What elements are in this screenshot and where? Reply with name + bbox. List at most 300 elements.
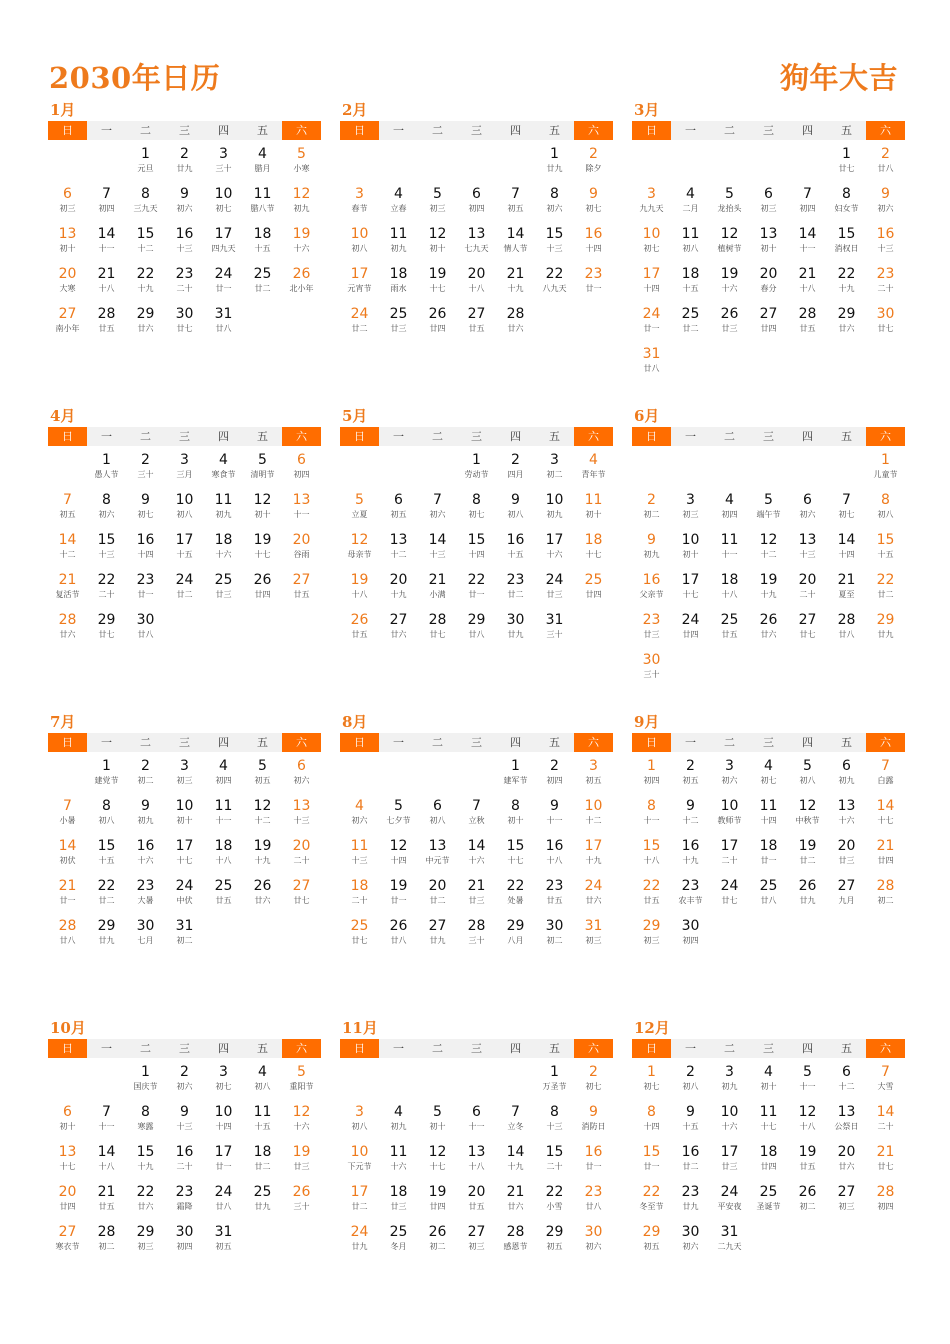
lunar-label: 十九 — [507, 284, 524, 293]
day-number: 7 — [511, 1104, 520, 1120]
day-number: 2 — [881, 146, 890, 162]
weekday-label: 四 — [802, 1042, 813, 1055]
lunar-label: 十二 — [59, 550, 76, 559]
lunar-label: 初十 — [59, 1122, 76, 1131]
day-cell — [632, 1103, 671, 1143]
day-cell — [827, 185, 866, 225]
day-cell — [671, 571, 710, 611]
day-number: 23 — [136, 878, 155, 894]
lunar-label: 十五 — [507, 550, 524, 559]
day-cell — [671, 305, 710, 345]
lunar-label: 初五 — [546, 1242, 563, 1251]
lunar-label: 二十 — [98, 590, 115, 599]
lunar-label: 十八 — [468, 284, 485, 293]
lunar-label: 二十 — [351, 896, 368, 905]
lunar-label: 七月 — [137, 936, 154, 945]
lunar-label: 十二 — [760, 550, 777, 559]
day-cell — [165, 531, 204, 571]
day-cell — [243, 1103, 282, 1143]
day-number: 14 — [428, 532, 447, 548]
day-number: 8 — [550, 186, 559, 202]
day-number: 30 — [175, 1224, 194, 1240]
day-cell — [632, 265, 671, 305]
lunar-label: 初八 — [176, 510, 193, 519]
day-cell — [165, 1063, 204, 1103]
lunar-label: 二十 — [176, 1162, 193, 1171]
day-cell — [866, 225, 905, 265]
lunar-label: 廿七 — [721, 896, 738, 905]
day-number: 4 — [686, 186, 695, 202]
lunar-label: 廿六 — [137, 1202, 154, 1211]
day-number: 18 — [389, 1184, 408, 1200]
weekday-label: 六 — [282, 121, 321, 140]
day-grid — [632, 451, 905, 691]
lunar-label: 十八 — [643, 856, 660, 865]
empty-cell — [710, 451, 749, 491]
day-cell — [282, 265, 321, 305]
day-cell — [418, 571, 457, 611]
day-cell — [788, 797, 827, 837]
lunar-label: 十一 — [215, 816, 232, 825]
weekday-label: 日 — [632, 427, 671, 446]
lunar-label: 廿八 — [838, 630, 855, 639]
day-number: 7 — [881, 758, 890, 774]
day-number: 3 — [219, 146, 228, 162]
day-number: 10 — [681, 532, 700, 548]
day-cell — [48, 491, 87, 531]
day-cell — [574, 145, 613, 185]
weekday-label: 六 — [282, 1039, 321, 1058]
lunar-label: 初三 — [137, 1242, 154, 1251]
day-cell — [457, 1223, 496, 1263]
lunar-label: 廿五 — [293, 590, 310, 599]
day-cell — [632, 185, 671, 225]
day-cell — [282, 225, 321, 265]
day-cell — [204, 451, 243, 491]
day-number: 23 — [506, 572, 525, 588]
day-number: 28 — [837, 612, 856, 628]
day-number: 7 — [803, 186, 812, 202]
weekday-label: 一 — [393, 1042, 404, 1055]
lunar-label: 十九 — [682, 856, 699, 865]
day-number: 29 — [545, 1224, 564, 1240]
day-cell — [866, 451, 905, 491]
day-cell — [165, 491, 204, 531]
day-number: 10 — [175, 798, 194, 814]
day-cell — [749, 757, 788, 797]
lunar-label: 十五 — [98, 856, 115, 865]
day-cell — [827, 1103, 866, 1143]
day-number: 9 — [589, 186, 598, 202]
lunar-label: 初九 — [137, 816, 154, 825]
month-name: 7月 — [50, 713, 76, 731]
empty-cell — [379, 145, 418, 185]
day-number: 7 — [842, 492, 851, 508]
day-number: 26 — [759, 612, 778, 628]
day-cell — [204, 145, 243, 185]
lunar-label: 廿二 — [682, 1162, 699, 1171]
lunar-label: 初六 — [293, 776, 310, 785]
day-number: 7 — [881, 1064, 890, 1080]
day-cell — [457, 1183, 496, 1223]
day-number: 24 — [214, 1184, 233, 1200]
lunar-label: 十三 — [546, 1122, 563, 1131]
day-cell — [379, 265, 418, 305]
month-name: 10月 — [50, 1019, 86, 1037]
month-name: 1月 — [50, 101, 76, 119]
month-name: 11月 — [342, 1019, 378, 1037]
day-cell — [710, 265, 749, 305]
day-cell — [866, 265, 905, 305]
day-number: 1 — [881, 452, 890, 468]
day-cell — [418, 877, 457, 917]
day-cell — [418, 1143, 457, 1183]
day-cell — [457, 305, 496, 345]
day-cell — [282, 797, 321, 837]
lunar-label: 初七 — [215, 1082, 232, 1091]
lunar-label: 初七 — [643, 244, 660, 253]
lunar-label: 初九 — [546, 510, 563, 519]
day-number: 20 — [837, 838, 856, 854]
day-number: 13 — [292, 492, 311, 508]
month-name: 8月 — [342, 713, 368, 731]
empty-cell — [496, 1063, 535, 1103]
day-cell — [418, 265, 457, 305]
weekday-label: 六 — [282, 733, 321, 752]
lunar-label: 除夕 — [585, 164, 602, 173]
day-cell — [243, 491, 282, 531]
day-number: 11 — [759, 1104, 778, 1120]
day-number: 16 — [584, 226, 603, 242]
day-cell — [457, 531, 496, 571]
day-cell — [87, 797, 126, 837]
weekday-label: 三 — [763, 736, 774, 749]
day-number: 15 — [97, 838, 116, 854]
lunar-label: 三九天 — [133, 204, 158, 213]
day-cell — [243, 757, 282, 797]
weekday-label: 四 — [802, 124, 813, 137]
lunar-label: 十四 — [838, 550, 855, 559]
day-number: 25 — [720, 612, 739, 628]
weekday-label: 日 — [340, 427, 379, 446]
day-number: 30 — [642, 652, 661, 668]
day-number: 11 — [720, 532, 739, 548]
day-cell — [710, 837, 749, 877]
day-number: 14 — [58, 532, 77, 548]
day-number: 1 — [842, 146, 851, 162]
day-number: 20 — [58, 1184, 77, 1200]
weekday-label: 五 — [257, 124, 268, 137]
day-cell — [126, 877, 165, 917]
day-number: 1 — [141, 146, 150, 162]
lunar-label: 廿一 — [585, 1162, 602, 1171]
lunar-label: 十九 — [760, 590, 777, 599]
day-number: 11 — [389, 1144, 408, 1160]
day-cell — [126, 1223, 165, 1263]
day-cell — [457, 571, 496, 611]
lunar-label: 廿一 — [643, 1162, 660, 1171]
day-number: 19 — [428, 1184, 447, 1200]
day-cell — [632, 611, 671, 651]
day-number: 21 — [506, 1184, 525, 1200]
lunar-label: 春节 — [351, 204, 368, 213]
lunar-label: 初伏 — [59, 856, 76, 865]
day-number: 16 — [136, 838, 155, 854]
lunar-label: 二十 — [799, 590, 816, 599]
day-cell — [827, 797, 866, 837]
month-9 — [632, 713, 905, 957]
lunar-label: 廿八 — [137, 630, 154, 639]
day-cell — [710, 225, 749, 265]
day-number: 22 — [642, 878, 661, 894]
lunar-label: 十三 — [546, 244, 563, 253]
weekday-label: 三 — [471, 430, 482, 443]
day-number: 9 — [647, 532, 656, 548]
day-cell — [710, 531, 749, 571]
day-cell — [535, 451, 574, 491]
day-cell — [671, 531, 710, 571]
day-number: 7 — [511, 186, 520, 202]
lunar-label: 廿五 — [643, 896, 660, 905]
day-cell — [496, 1143, 535, 1183]
day-number: 17 — [642, 266, 661, 282]
day-number: 8 — [511, 798, 520, 814]
day-number: 20 — [837, 1144, 856, 1160]
day-number: 28 — [798, 306, 817, 322]
lunar-label: 十九 — [507, 1162, 524, 1171]
day-cell — [165, 1143, 204, 1183]
day-cell — [204, 1223, 243, 1263]
lunar-label: 三十 — [643, 670, 660, 679]
lunar-label: 元宵节 — [347, 284, 372, 293]
day-number: 12 — [798, 798, 817, 814]
weekday-label: 二 — [140, 1042, 151, 1055]
weekday-label: 六 — [282, 427, 321, 446]
lunar-label: 万圣节 — [542, 1082, 567, 1091]
day-grid — [632, 757, 905, 957]
day-cell — [340, 265, 379, 305]
day-number: 16 — [545, 838, 564, 854]
day-number: 30 — [876, 306, 895, 322]
day-cell — [710, 611, 749, 651]
empty-cell — [379, 757, 418, 797]
month-12 — [632, 1019, 905, 1263]
lunar-label: 九九天 — [639, 204, 664, 213]
lunar-label: 十七 — [176, 856, 193, 865]
month-name: 6月 — [634, 407, 660, 425]
day-cell — [671, 917, 710, 957]
day-cell — [340, 1103, 379, 1143]
lunar-label: 廿三 — [390, 324, 407, 333]
day-cell — [87, 1143, 126, 1183]
empty-cell — [340, 145, 379, 185]
lunar-label: 廿一 — [585, 284, 602, 293]
day-number: 28 — [428, 612, 447, 628]
day-number: 2 — [511, 452, 520, 468]
day-number: 4 — [764, 758, 773, 774]
month-name: 9月 — [634, 713, 660, 731]
day-number: 27 — [467, 306, 486, 322]
day-cell — [866, 797, 905, 837]
day-number: 6 — [472, 186, 481, 202]
lunar-label: 初七 — [643, 1082, 660, 1091]
day-cell — [87, 1103, 126, 1143]
day-number: 4 — [764, 1064, 773, 1080]
lunar-label: 廿八 — [760, 896, 777, 905]
weekday-label: 三 — [471, 736, 482, 749]
day-cell — [165, 1183, 204, 1223]
lunar-label: 初十 — [760, 1082, 777, 1091]
day-number: 27 — [58, 306, 77, 322]
lunar-label: 十二 — [585, 816, 602, 825]
day-number: 11 — [681, 226, 700, 242]
day-cell — [671, 225, 710, 265]
day-number: 21 — [97, 266, 116, 282]
lunar-label: 廿一 — [643, 324, 660, 333]
day-cell — [710, 1223, 749, 1263]
day-grid — [340, 451, 613, 651]
day-cell — [827, 1183, 866, 1223]
day-number: 22 — [136, 1184, 155, 1200]
lunar-label: 廿五 — [799, 324, 816, 333]
day-number: 9 — [550, 798, 559, 814]
day-number: 4 — [394, 186, 403, 202]
lunar-label: 初九 — [643, 550, 660, 559]
lunar-label: 廿二 — [254, 284, 271, 293]
day-cell — [243, 877, 282, 917]
day-cell — [710, 797, 749, 837]
lunar-label: 初二 — [877, 896, 894, 905]
lunar-label: 廿八 — [215, 324, 232, 333]
lunar-label: 初四 — [176, 1242, 193, 1251]
day-number: 12 — [720, 226, 739, 242]
day-cell — [632, 651, 671, 691]
day-number: 15 — [545, 226, 564, 242]
day-cell — [87, 185, 126, 225]
empty-cell — [379, 1063, 418, 1103]
empty-cell — [749, 145, 788, 185]
day-number: 19 — [292, 1144, 311, 1160]
lunar-label: 廿五 — [721, 630, 738, 639]
lunar-label: 廿六 — [137, 324, 154, 333]
day-cell — [866, 837, 905, 877]
day-number: 11 — [253, 1104, 272, 1120]
day-number: 24 — [350, 306, 369, 322]
day-cell — [204, 1063, 243, 1103]
day-cell — [749, 1063, 788, 1103]
weekday-label: 三 — [763, 1042, 774, 1055]
day-cell — [788, 531, 827, 571]
day-cell — [418, 1223, 457, 1263]
day-cell — [243, 225, 282, 265]
lunar-label: 四九天 — [211, 244, 236, 253]
day-number: 22 — [136, 266, 155, 282]
day-cell — [535, 185, 574, 225]
day-number: 5 — [725, 186, 734, 202]
lunar-label: 廿二 — [351, 1202, 368, 1211]
lunar-label: 廿六 — [507, 324, 524, 333]
lunar-label: 初三 — [468, 1242, 485, 1251]
month-11 — [340, 1019, 613, 1263]
day-cell — [126, 451, 165, 491]
day-cell — [87, 265, 126, 305]
weekday-header — [632, 733, 905, 752]
day-cell — [788, 877, 827, 917]
day-grid — [48, 1063, 321, 1263]
lunar-label: 廿三 — [838, 856, 855, 865]
day-number: 2 — [180, 1064, 189, 1080]
day-cell — [574, 451, 613, 491]
day-cell — [535, 1223, 574, 1263]
lunar-label: 清明节 — [250, 470, 275, 479]
day-cell — [282, 877, 321, 917]
day-cell — [340, 797, 379, 837]
weekday-header — [632, 427, 905, 446]
day-number: 10 — [214, 1104, 233, 1120]
lunar-label: 廿一 — [468, 590, 485, 599]
day-cell — [535, 531, 574, 571]
day-cell — [827, 757, 866, 797]
day-number: 28 — [58, 612, 77, 628]
day-number: 20 — [58, 266, 77, 282]
day-cell — [165, 305, 204, 345]
day-cell — [379, 571, 418, 611]
lunar-label: 初五 — [215, 1242, 232, 1251]
day-cell — [671, 1223, 710, 1263]
day-number: 22 — [545, 266, 564, 282]
weekday-label: 四 — [218, 124, 229, 137]
lunar-label: 中元节 — [425, 856, 450, 865]
day-number: 15 — [97, 532, 116, 548]
lunar-label: 十六 — [468, 856, 485, 865]
day-number: 13 — [389, 532, 408, 548]
lunar-label: 廿三 — [546, 590, 563, 599]
day-number: 8 — [102, 798, 111, 814]
day-cell — [749, 1103, 788, 1143]
day-cell — [496, 917, 535, 957]
lunar-label: 十八 — [546, 856, 563, 865]
day-number: 2 — [647, 492, 656, 508]
lunar-label: 十七 — [760, 1122, 777, 1131]
day-cell — [204, 1143, 243, 1183]
day-number: 11 — [214, 492, 233, 508]
weekday-label: 日 — [48, 733, 87, 752]
weekday-label: 三 — [763, 430, 774, 443]
lunar-label: 初五 — [643, 1242, 660, 1251]
day-number: 14 — [97, 1144, 116, 1160]
day-number: 18 — [214, 838, 233, 854]
lunar-label: 冬月 — [390, 1242, 407, 1251]
day-cell — [243, 1183, 282, 1223]
weekday-header — [340, 733, 613, 752]
lunar-label: 廿六 — [585, 896, 602, 905]
lunar-label: 十六 — [721, 284, 738, 293]
day-number: 13 — [467, 226, 486, 242]
lunar-label: 廿二 — [98, 896, 115, 905]
day-number: 2 — [686, 758, 695, 774]
day-number: 21 — [97, 1184, 116, 1200]
lunar-label: 廿四 — [585, 590, 602, 599]
lunar-label: 十八 — [721, 590, 738, 599]
weekday-label: 二 — [140, 124, 151, 137]
day-cell — [282, 1103, 321, 1143]
day-cell — [282, 531, 321, 571]
empty-cell — [418, 757, 457, 797]
lunar-label: 初八 — [98, 816, 115, 825]
day-number: 11 — [584, 492, 603, 508]
weekday-label: 五 — [841, 1042, 852, 1055]
lunar-label: 十八 — [799, 284, 816, 293]
